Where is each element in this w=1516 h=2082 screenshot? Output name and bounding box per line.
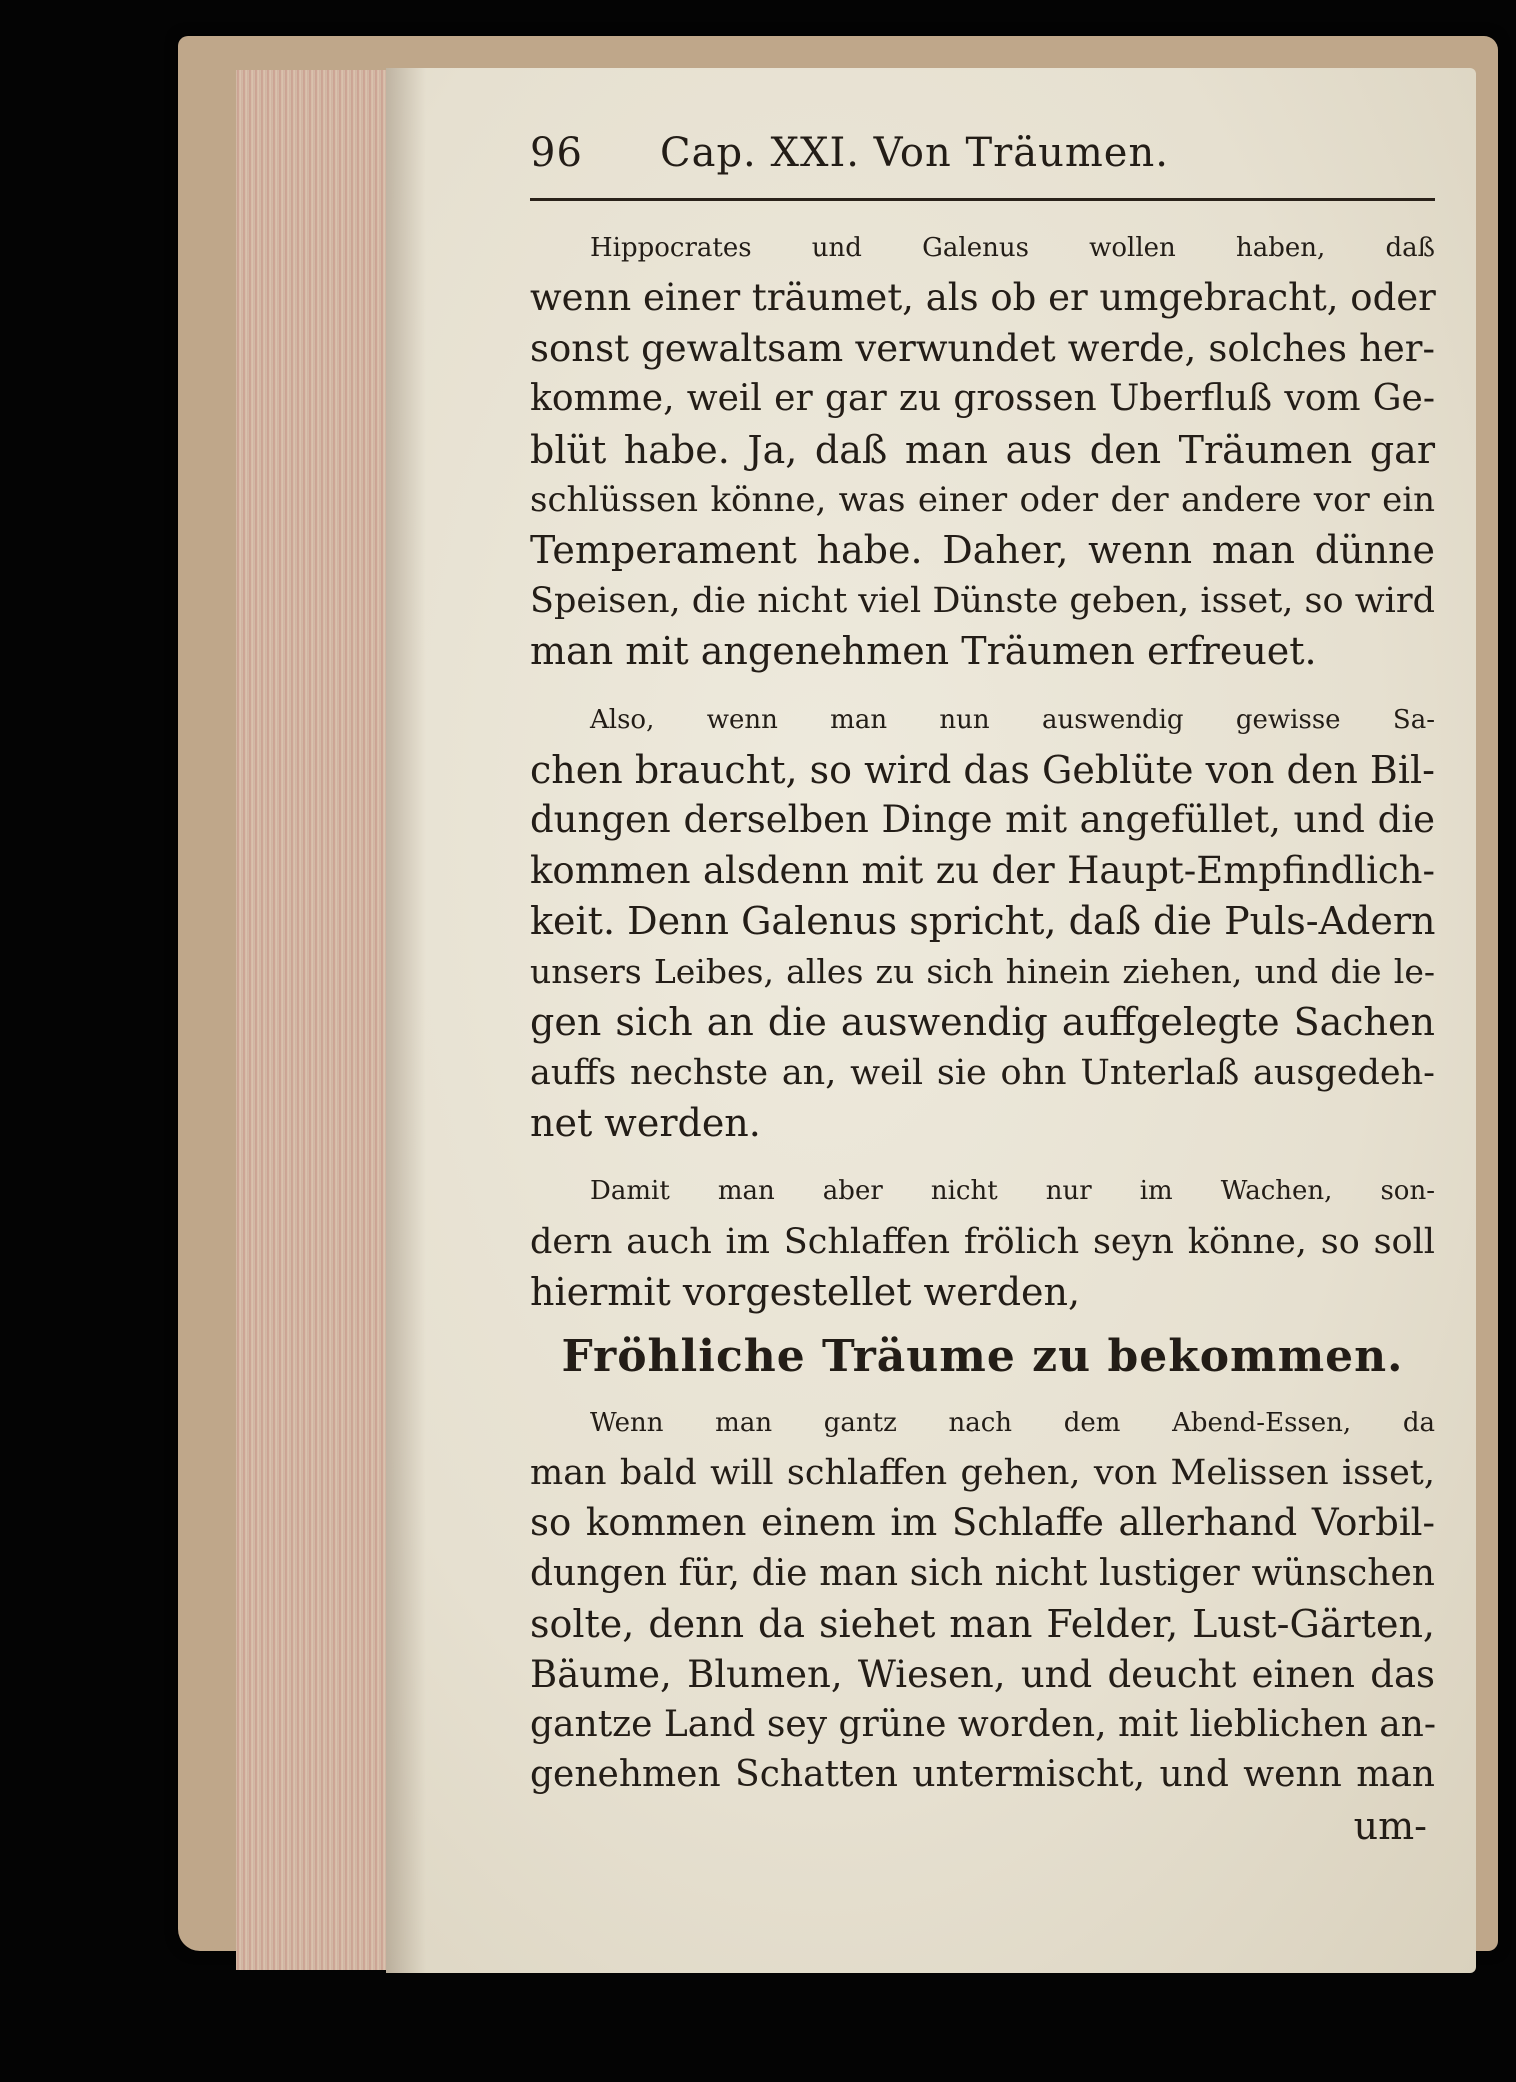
text-line: sonst gewaltsam verwundet werde, solches her- xyxy=(530,326,1435,370)
paragraph-2 xyxy=(530,695,1435,1149)
text-line: dungen derselben Dinge mit angefüllet, und die xyxy=(530,798,1435,842)
text-block xyxy=(530,130,1435,1851)
text-line: komme, weil er gar zu grossen Uberfluß vom Ge- xyxy=(530,378,1435,420)
text-line: keit. Denn Galenus spricht, daß die Puls-Adern xyxy=(530,899,1436,944)
text-line: dungen für, die man sich nicht lustiger wünschen xyxy=(530,1552,1435,1594)
page-number: 96 xyxy=(530,130,583,176)
text-line: Wenn man gantz nach dem Abend-Essen, da xyxy=(590,1407,1435,1438)
paragraph-1 xyxy=(530,223,1435,677)
text-line: Hippocrates und Galenus wollen haben, daß xyxy=(590,233,1435,263)
catchword: um- xyxy=(1353,1803,1427,1848)
text-line: unsers Leibes, alles zu sich hinein ziehen, und die le- xyxy=(530,951,1435,991)
text-line: blüt habe. Ja, daß man aus den Träumen gar xyxy=(530,427,1435,472)
chapter-title: Cap. XXI. Von Träumen. xyxy=(660,130,1169,176)
text-line: Bäume, Blumen, Wiesen, und deucht einen das xyxy=(530,1652,1435,1696)
paragraph-3 xyxy=(530,1166,1435,1317)
text-line: kommen alsdenn mit zu der Haupt-Empfindlich- xyxy=(530,848,1435,892)
section-heading: Fröhliche Träume zu bekommen. xyxy=(561,1330,1404,1382)
text-line: schlüssen könne, was einer oder der andere vor ein xyxy=(530,480,1435,521)
text-line: wenn einer träumet, als ob er umgebracht, oder xyxy=(530,276,1436,320)
text-line: Speisen, die nicht viel Dünste geben, isset, so wird xyxy=(530,580,1435,621)
text-line: Damit man aber nicht nur im Wachen, son- xyxy=(590,1176,1435,1207)
text-line: auffs nechste an, weil sie ohn Unterlaß ausgedeh- xyxy=(530,1052,1435,1093)
text-line: Temperament habe. Daher, wenn man dünne xyxy=(530,528,1435,573)
paragraph-4 xyxy=(530,1398,1435,1801)
text-line: so kommen einem im Schlaffe allerhand Vorbil- xyxy=(530,1501,1435,1545)
text-line: chen braucht, so wird das Geblüte von den Bil- xyxy=(530,748,1435,793)
text-line: net werden. xyxy=(530,1100,761,1145)
text-line: gen sich an die auswendig auffgelegte Sachen xyxy=(530,1000,1435,1045)
text-line: genehmen Schatten untermischt, und wenn man xyxy=(530,1754,1435,1796)
text-line: solte, denn da siehet man Felder, Lust-Gärten, xyxy=(530,1602,1435,1647)
text-line: gantze Land sey grüne worden, mit lieblichen an- xyxy=(530,1703,1437,1745)
running-head xyxy=(530,130,1435,192)
page-gutter-shadow xyxy=(386,68,426,1973)
header-rule xyxy=(530,198,1435,201)
text-line: hiermit vorgestellet werden, xyxy=(530,1270,1081,1315)
page-edges xyxy=(236,70,388,1970)
text-line: man bald will schlaffen gehen, von Melissen isset, xyxy=(530,1452,1435,1493)
text-line: man mit angenehmen Träumen erfreuet. xyxy=(530,629,1317,674)
text-line: dern auch im Schlaffen frölich seyn könne, so soll xyxy=(530,1221,1435,1262)
text-line: Also, wenn man nun auswendig gewisse Sa- xyxy=(590,704,1435,735)
